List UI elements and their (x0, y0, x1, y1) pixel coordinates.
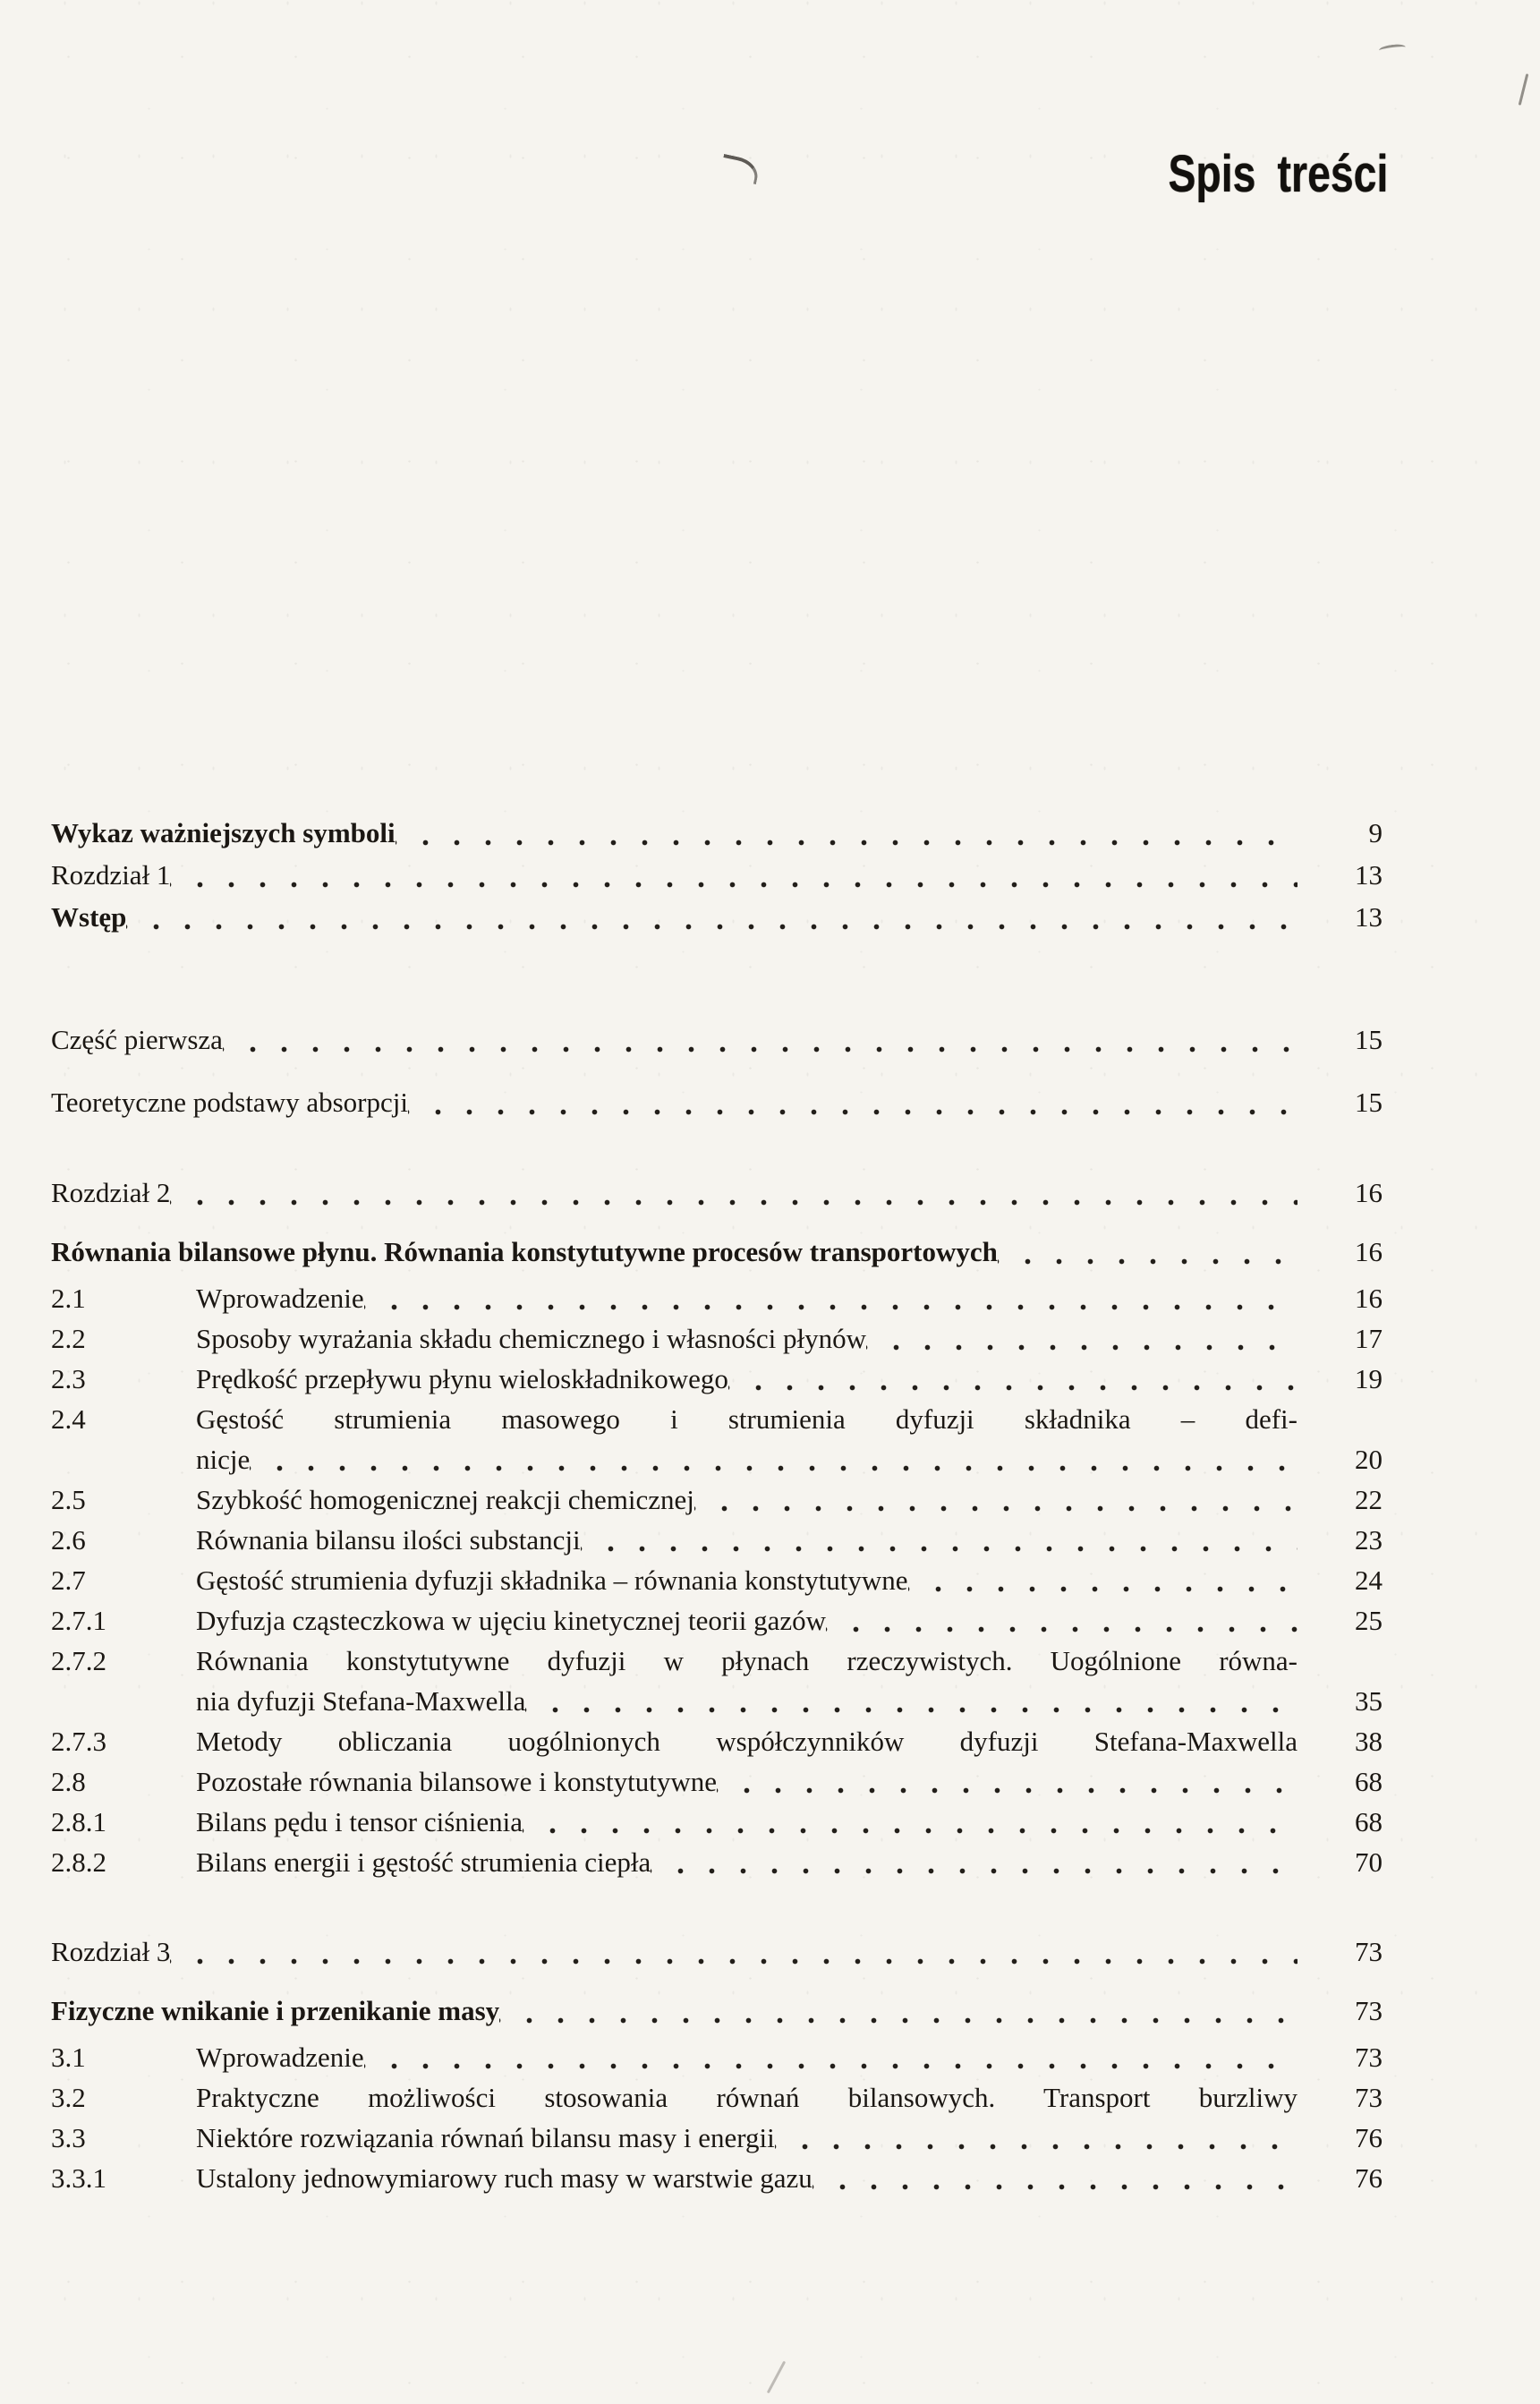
page-number: 23 (1355, 1524, 1383, 1556)
toc-line (51, 1231, 1383, 1273)
toc-entry (51, 1721, 1383, 1761)
page-header (0, 0, 1540, 203)
toc (0, 812, 1540, 2198)
section-number: 2.7.1 (51, 1605, 106, 1636)
toc-entry (51, 2037, 1383, 2077)
page-number: 20 (1355, 1444, 1383, 1475)
toc-entry (51, 1359, 1383, 1399)
toc-line (51, 1842, 1383, 1882)
toc-line (51, 1081, 1383, 1123)
toc-entry (51, 1019, 1383, 1061)
toc-entry (51, 1399, 1383, 1479)
toc-group-chapter-2-sections (51, 1278, 1383, 1882)
toc-entry (51, 1081, 1383, 1123)
dot-leader (728, 1359, 1298, 1399)
dot-leader (866, 1318, 1298, 1359)
entry-title: Równania konstytutywne dyfuzji w płynach rzeczywistych. Uogólnione równa- (196, 1645, 1298, 1676)
page-number: 76 (1355, 2122, 1383, 2153)
toc-entry (51, 1600, 1383, 1641)
section-number: 2.5 (51, 1484, 86, 1515)
page-number: 76 (1355, 2162, 1383, 2194)
entry-title: Wprowadzenie (196, 2042, 364, 2073)
page-number: 73 (1355, 2042, 1383, 2073)
entry-title: nicje (196, 1444, 251, 1475)
dot-leader (223, 1019, 1298, 1061)
page-number: 16 (1355, 1283, 1383, 1314)
page-number: 13 (1355, 859, 1383, 891)
toc-entry (51, 1802, 1383, 1842)
toc-line (51, 1681, 1383, 1721)
page-number: 19 (1355, 1363, 1383, 1394)
page-number: 68 (1355, 1766, 1383, 1797)
toc-line (51, 1990, 1383, 2032)
toc-line (51, 1318, 1383, 1359)
section-number: 2.1 (51, 1283, 86, 1314)
entry-title: Metody obliczania uogólnionych współczynników dyfuzji Stefana-Maxwella (196, 1726, 1298, 1757)
page-number: 15 (1355, 1087, 1383, 1118)
section-number: 2.2 (51, 1323, 86, 1354)
toc-group-part-one (51, 1019, 1383, 1123)
entry-title: Dyfuzja cząsteczkowa w ujęciu kinetycznej teorii gazów (196, 1605, 827, 1636)
entry-title: Rozdział 1 (51, 859, 171, 891)
toc-line (51, 1641, 1383, 1681)
toc-entry (51, 1560, 1383, 1600)
page-number: 15 (1355, 1024, 1383, 1055)
dot-leader (364, 2037, 1298, 2077)
dot-leader (364, 1278, 1298, 1318)
dot-leader (908, 1560, 1298, 1600)
section-number: 3.3 (51, 2122, 86, 2153)
entry-title: Gęstość strumienia dyfuzji składnika – równania konstytutywne (196, 1564, 908, 1596)
entry-title: Wprowadzenie (196, 1283, 364, 1314)
toc-entry (51, 2118, 1383, 2158)
section-number (51, 1439, 196, 1479)
toc-line (51, 1600, 1383, 1641)
page-number: 35 (1355, 1685, 1383, 1717)
toc-line (51, 1479, 1383, 1520)
section-number (51, 1681, 196, 1721)
entry-title: Gęstość strumienia masowego i strumienia dyfuzji składnika – defi- (196, 1403, 1298, 1435)
dot-leader (170, 1172, 1298, 1214)
toc-group-chapter-2-heading (51, 1172, 1383, 1273)
dot-leader (499, 1990, 1298, 2032)
toc-entry (51, 812, 1383, 854)
entry-title: Bilans energii i gęstość strumienia ciepła (196, 1846, 651, 1878)
entry-title: Rozdział 3 (51, 1936, 171, 1967)
dot-leader (651, 1842, 1298, 1882)
toc-entry (51, 1990, 1383, 2032)
toc-line (51, 1802, 1383, 1842)
section-number: 2.4 (51, 1403, 86, 1435)
toc-entry (51, 896, 1383, 938)
toc-line (51, 896, 1383, 938)
toc-entry (51, 2158, 1383, 2198)
toc-line (51, 2118, 1383, 2158)
page-spacer (1298, 1641, 1383, 1681)
toc-line (51, 2158, 1383, 2198)
page-number: 9 (1368, 817, 1383, 848)
dot-leader (775, 2118, 1298, 2158)
toc-line (51, 1439, 1383, 1479)
dot-leader (250, 1439, 1298, 1479)
toc-line (51, 1520, 1383, 1560)
section-number: 2.8.2 (51, 1846, 106, 1878)
toc-line (51, 2037, 1383, 2077)
entry-title: Wykaz ważniejszych symboli (51, 817, 396, 848)
toc-group-front-matter (51, 812, 1383, 938)
toc-line (51, 1019, 1383, 1061)
section-number: 2.8 (51, 1766, 86, 1797)
entry-title: nia dyfuzji Stefana-Maxwella (196, 1685, 526, 1717)
scan-artifact-streak (767, 2361, 786, 2394)
page-number: 13 (1355, 901, 1383, 933)
toc-entry (51, 1278, 1383, 1318)
toc-entry (51, 1761, 1383, 1802)
toc-line (51, 1172, 1383, 1214)
toc-group-chapter-3-sections (51, 2037, 1383, 2198)
section-number: 2.7 (51, 1564, 86, 1596)
entry-title: Wstęp (51, 901, 127, 933)
page-number: 73 (1355, 1936, 1383, 1967)
dot-leader (523, 1802, 1298, 1842)
toc-entry (51, 2077, 1383, 2118)
toc-line (51, 1721, 1383, 1761)
toc-line (51, 1399, 1383, 1439)
entry-title: Bilans pędu i tensor ciśnienia (196, 1806, 523, 1837)
toc-entry (51, 1172, 1383, 1214)
page-number: 68 (1355, 1806, 1383, 1837)
entry-title: Pozostałe równania bilansowe i konstytutywne (196, 1766, 718, 1797)
toc-line (51, 854, 1383, 896)
entry-title: Niektóre rozwiązania równań bilansu masy i energii (196, 2122, 775, 2153)
toc-entry (51, 1520, 1383, 1560)
toc-entry (51, 1231, 1383, 1273)
dot-leader (408, 1081, 1298, 1123)
toc-line (51, 2077, 1383, 2118)
page-number: 70 (1355, 1846, 1383, 1878)
page-spacer (1298, 1399, 1383, 1439)
section-number: 2.3 (51, 1363, 86, 1394)
toc-entry (51, 1318, 1383, 1359)
entry-title: Część pierwsza (51, 1024, 223, 1055)
page-number: 25 (1355, 1605, 1383, 1636)
page-number: 73 (1355, 2082, 1383, 2113)
dot-leader (717, 1761, 1298, 1802)
page-title: Spis treści (1168, 145, 1388, 203)
dot-leader (813, 2158, 1298, 2198)
dot-leader (525, 1681, 1298, 1721)
toc-line (51, 1931, 1383, 1973)
toc-entry (51, 854, 1383, 896)
section-number: 3.2 (51, 2082, 86, 2113)
section-number: 2.6 (51, 1524, 86, 1556)
page-number: 38 (1355, 1726, 1383, 1757)
entry-title: Teoretyczne podstawy absorpcji (51, 1087, 408, 1118)
toc-entry (51, 1842, 1383, 1882)
dot-leader (170, 854, 1298, 896)
toc-line (51, 1359, 1383, 1399)
entry-title: Praktyczne możliwości stosowania równań bilansowych. Transport burzliwy (196, 2082, 1298, 2113)
entry-title: Równania bilansu ilości substancji (196, 1524, 581, 1556)
entry-title: Szybkość homogenicznej reakcji chemicznej (196, 1484, 694, 1515)
toc-line (51, 1560, 1383, 1600)
page-number: 16 (1355, 1236, 1383, 1267)
entry-title: Fizyczne wnikanie i przenikanie masy (51, 1995, 500, 2026)
toc-line (51, 1278, 1383, 1318)
page-number: 24 (1355, 1564, 1383, 1596)
toc-entry (51, 1641, 1383, 1721)
section-number: 3.1 (51, 2042, 86, 2073)
toc-entry (51, 1931, 1383, 1973)
toc-line (51, 1761, 1383, 1802)
section-number: 2.7.2 (51, 1645, 106, 1676)
section-number: 2.8.1 (51, 1806, 106, 1837)
entry-title: Równania bilansowe płynu. Równania konstytutywne procesów transportowych (51, 1236, 998, 1267)
toc-entry (51, 1479, 1383, 1520)
dot-leader (126, 896, 1298, 938)
dot-leader (170, 1931, 1298, 1973)
page-number: 73 (1355, 1995, 1383, 2026)
section-number: 3.3.1 (51, 2162, 106, 2194)
page-number: 22 (1355, 1484, 1383, 1515)
entry-title: Prędkość przepływu płynu wieloskładnikowego (196, 1363, 728, 1394)
section-number: 2.7.3 (51, 1726, 106, 1757)
dot-leader (694, 1479, 1298, 1520)
dot-leader (581, 1520, 1298, 1560)
entry-title: Rozdział 2 (51, 1177, 171, 1208)
toc-line (51, 812, 1383, 854)
dot-leader (998, 1231, 1298, 1273)
dot-leader (826, 1600, 1298, 1641)
page-number: 17 (1355, 1323, 1383, 1354)
entry-title: Sposoby wyrażania składu chemicznego i własności płynów (196, 1323, 866, 1354)
dot-leader (396, 812, 1298, 854)
entry-title: Ustalony jednowymiarowy ruch masy w warstwie gazu (196, 2162, 813, 2194)
toc-group-chapter-3-heading (51, 1931, 1383, 2032)
page-number: 16 (1355, 1177, 1383, 1208)
